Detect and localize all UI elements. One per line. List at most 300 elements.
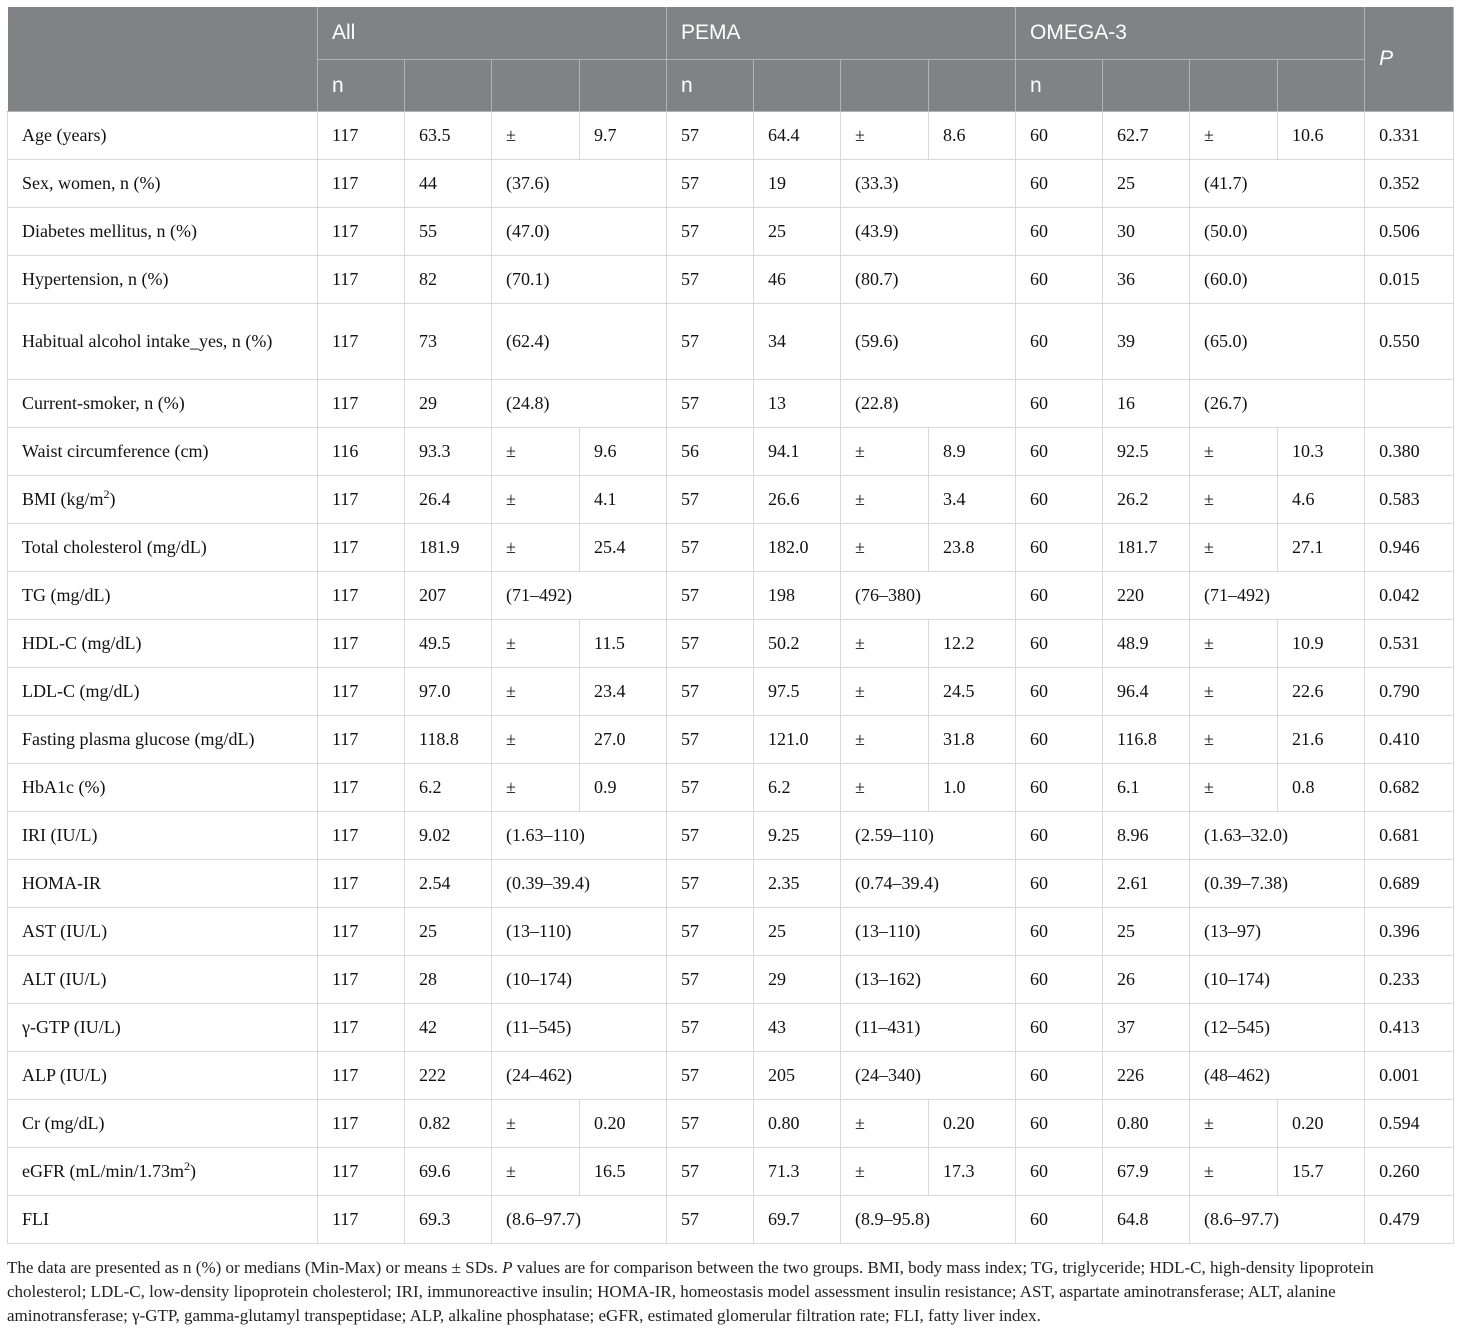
all-range-cell: (71–492) bbox=[492, 572, 667, 620]
omega-n-cell: 60 bbox=[1016, 572, 1103, 620]
pema-n-cell: 57 bbox=[667, 572, 754, 620]
pema-range-cell: (33.3) bbox=[841, 160, 1016, 208]
all-value-cell: 55 bbox=[405, 208, 492, 256]
omega-n-cell: 60 bbox=[1016, 620, 1103, 668]
pema-plusminus-cell: ± bbox=[841, 620, 929, 668]
all-plusminus-cell: ± bbox=[492, 716, 580, 764]
omega-value-cell: 116.8 bbox=[1103, 716, 1190, 764]
table-row bbox=[8, 428, 1454, 476]
pema-plusminus-cell: ± bbox=[841, 112, 929, 160]
pema-value-cell: 46 bbox=[754, 256, 841, 304]
all-n-cell: 117 bbox=[318, 668, 405, 716]
row-label-text: Fasting plasma glucose (mg/dL) bbox=[22, 729, 255, 750]
omega-value-cell: 30 bbox=[1103, 208, 1190, 256]
p-value-cell: 0.233 bbox=[1365, 956, 1454, 1004]
omega-value-cell: 8.96 bbox=[1103, 812, 1190, 860]
header-n-omega3: n bbox=[1016, 60, 1103, 112]
omega-range-cell: (41.7) bbox=[1190, 160, 1365, 208]
all-sd-cell: 23.4 bbox=[580, 668, 667, 716]
omega-sd-cell: 4.6 bbox=[1278, 476, 1365, 524]
pema-n-cell: 57 bbox=[667, 1148, 754, 1196]
row-label bbox=[8, 1148, 318, 1196]
row-label-superscript: 2 bbox=[184, 1159, 190, 1174]
all-value-cell: 42 bbox=[405, 1004, 492, 1052]
all-value-cell: 118.8 bbox=[405, 716, 492, 764]
pema-n-cell: 57 bbox=[667, 764, 754, 812]
header-n-all: n bbox=[318, 60, 405, 112]
all-sd-cell: 9.6 bbox=[580, 428, 667, 476]
pema-n-cell: 56 bbox=[667, 428, 754, 476]
omega-n-cell: 60 bbox=[1016, 908, 1103, 956]
table-row bbox=[8, 1100, 1454, 1148]
all-plusminus-cell: ± bbox=[492, 524, 580, 572]
row-label bbox=[8, 716, 318, 764]
omega-value-cell: 0.80 bbox=[1103, 1100, 1190, 1148]
pema-range-cell: (0.74–39.4) bbox=[841, 860, 1016, 908]
row-label-text: TG (mg/dL) bbox=[22, 585, 111, 606]
all-n-cell: 117 bbox=[318, 1100, 405, 1148]
row-label-text: Hypertension, n (%) bbox=[22, 269, 169, 290]
omega-range-cell: (65.0) bbox=[1190, 304, 1365, 380]
pema-n-cell: 57 bbox=[667, 208, 754, 256]
pema-range-cell: (8.9–95.8) bbox=[841, 1196, 1016, 1244]
pema-range-cell: (11–431) bbox=[841, 1004, 1016, 1052]
pema-range-cell: (13–162) bbox=[841, 956, 1016, 1004]
omega-plusminus-cell: ± bbox=[1190, 620, 1278, 668]
row-label bbox=[8, 1052, 318, 1100]
all-n-cell: 117 bbox=[318, 524, 405, 572]
all-value-cell: 28 bbox=[405, 956, 492, 1004]
pema-value-cell: 25 bbox=[754, 208, 841, 256]
row-label-suffix: ) bbox=[190, 1161, 196, 1182]
pema-plusminus-cell: ± bbox=[841, 476, 929, 524]
row-label bbox=[8, 476, 318, 524]
all-value-cell: 73 bbox=[405, 304, 492, 380]
row-label bbox=[8, 668, 318, 716]
omega-n-cell: 60 bbox=[1016, 160, 1103, 208]
all-range-cell: (70.1) bbox=[492, 256, 667, 304]
all-n-cell: 117 bbox=[318, 1004, 405, 1052]
omega-sd-cell: 21.6 bbox=[1278, 716, 1365, 764]
omega-range-cell: (0.39–7.38) bbox=[1190, 860, 1365, 908]
header-group-all: All bbox=[318, 7, 667, 60]
all-value-cell: 97.0 bbox=[405, 668, 492, 716]
pema-plusminus-cell: ± bbox=[841, 764, 929, 812]
pema-sd-cell: 31.8 bbox=[929, 716, 1016, 764]
pema-plusminus-cell: ± bbox=[841, 524, 929, 572]
pema-value-cell: 69.7 bbox=[754, 1196, 841, 1244]
row-label bbox=[8, 208, 318, 256]
table-row bbox=[8, 380, 1454, 428]
row-label bbox=[8, 620, 318, 668]
table-row bbox=[8, 668, 1454, 716]
pema-value-cell: 43 bbox=[754, 1004, 841, 1052]
all-n-cell: 117 bbox=[318, 1052, 405, 1100]
all-sd-cell: 9.7 bbox=[580, 112, 667, 160]
omega-sd-cell: 10.3 bbox=[1278, 428, 1365, 476]
omega-sd-cell: 10.6 bbox=[1278, 112, 1365, 160]
pema-value-cell: 121.0 bbox=[754, 716, 841, 764]
omega-n-cell: 60 bbox=[1016, 1004, 1103, 1052]
row-label-text: Cr (mg/dL) bbox=[22, 1113, 105, 1134]
all-n-cell: 117 bbox=[318, 908, 405, 956]
omega-n-cell: 60 bbox=[1016, 716, 1103, 764]
all-n-cell: 117 bbox=[318, 620, 405, 668]
row-label bbox=[8, 428, 318, 476]
p-value-cell: 0.790 bbox=[1365, 668, 1454, 716]
pema-value-cell: 9.25 bbox=[754, 812, 841, 860]
row-label bbox=[8, 256, 318, 304]
table-row bbox=[8, 1148, 1454, 1196]
row-label bbox=[8, 380, 318, 428]
p-value-cell: 0.682 bbox=[1365, 764, 1454, 812]
pema-value-cell: 50.2 bbox=[754, 620, 841, 668]
omega-n-cell: 60 bbox=[1016, 860, 1103, 908]
all-range-cell: (8.6–97.7) bbox=[492, 1196, 667, 1244]
p-value-cell: 0.042 bbox=[1365, 572, 1454, 620]
pema-n-cell: 57 bbox=[667, 524, 754, 572]
all-n-cell: 117 bbox=[318, 304, 405, 380]
header-group-pema: PEMA bbox=[667, 7, 1016, 60]
omega-range-cell: (8.6–97.7) bbox=[1190, 1196, 1365, 1244]
omega-range-cell: (60.0) bbox=[1190, 256, 1365, 304]
omega-plusminus-cell: ± bbox=[1190, 524, 1278, 572]
table-row bbox=[8, 764, 1454, 812]
omega-value-cell: 226 bbox=[1103, 1052, 1190, 1100]
row-label-text: FLI bbox=[22, 1209, 49, 1230]
omega-n-cell: 60 bbox=[1016, 428, 1103, 476]
omega-plusminus-cell: ± bbox=[1190, 1100, 1278, 1148]
pema-plusminus-cell: ± bbox=[841, 716, 929, 764]
row-label-text: AST (IU/L) bbox=[22, 921, 108, 942]
omega-plusminus-cell: ± bbox=[1190, 764, 1278, 812]
all-value-cell: 2.54 bbox=[405, 860, 492, 908]
pema-range-cell: (43.9) bbox=[841, 208, 1016, 256]
table-row bbox=[8, 812, 1454, 860]
all-n-cell: 116 bbox=[318, 428, 405, 476]
p-value-cell: 0.479 bbox=[1365, 1196, 1454, 1244]
all-n-cell: 117 bbox=[318, 1148, 405, 1196]
omega-plusminus-cell: ± bbox=[1190, 1148, 1278, 1196]
all-value-cell: 0.82 bbox=[405, 1100, 492, 1148]
all-n-cell: 117 bbox=[318, 860, 405, 908]
pema-value-cell: 13 bbox=[754, 380, 841, 428]
table-row bbox=[8, 476, 1454, 524]
table-row bbox=[8, 256, 1454, 304]
all-value-cell: 6.2 bbox=[405, 764, 492, 812]
omega-value-cell: 36 bbox=[1103, 256, 1190, 304]
pema-value-cell: 64.4 bbox=[754, 112, 841, 160]
all-plusminus-cell: ± bbox=[492, 1148, 580, 1196]
all-range-cell: (47.0) bbox=[492, 208, 667, 256]
pema-value-cell: 6.2 bbox=[754, 764, 841, 812]
all-sd-cell: 0.9 bbox=[580, 764, 667, 812]
pema-n-cell: 57 bbox=[667, 956, 754, 1004]
p-value-cell: 0.689 bbox=[1365, 860, 1454, 908]
all-plusminus-cell: ± bbox=[492, 476, 580, 524]
p-value-cell: 0.594 bbox=[1365, 1100, 1454, 1148]
pema-sd-cell: 3.4 bbox=[929, 476, 1016, 524]
p-value-cell: 0.413 bbox=[1365, 1004, 1454, 1052]
row-label-text: Age (years) bbox=[22, 125, 107, 146]
all-range-cell: (0.39–39.4) bbox=[492, 860, 667, 908]
all-n-cell: 117 bbox=[318, 764, 405, 812]
pema-value-cell: 94.1 bbox=[754, 428, 841, 476]
all-value-cell: 63.5 bbox=[405, 112, 492, 160]
table-body bbox=[8, 112, 1454, 1244]
pema-sd-cell: 24.5 bbox=[929, 668, 1016, 716]
all-range-cell: (24.8) bbox=[492, 380, 667, 428]
row-label-text: ALT (IU/L) bbox=[22, 969, 107, 990]
pema-value-cell: 198 bbox=[754, 572, 841, 620]
all-value-cell: 9.02 bbox=[405, 812, 492, 860]
all-plusminus-cell: ± bbox=[492, 428, 580, 476]
table-header bbox=[8, 7, 1454, 112]
all-plusminus-cell: ± bbox=[492, 620, 580, 668]
omega-value-cell: 25 bbox=[1103, 908, 1190, 956]
pema-plusminus-cell: ± bbox=[841, 1148, 929, 1196]
pema-value-cell: 205 bbox=[754, 1052, 841, 1100]
table-row bbox=[8, 716, 1454, 764]
table-row bbox=[8, 572, 1454, 620]
footnote-p-italic: P bbox=[502, 1258, 513, 1277]
pema-value-cell: 34 bbox=[754, 304, 841, 380]
table-row bbox=[8, 524, 1454, 572]
pema-range-cell: (13–110) bbox=[841, 908, 1016, 956]
omega-value-cell: 26 bbox=[1103, 956, 1190, 1004]
table-row bbox=[8, 1004, 1454, 1052]
pema-n-cell: 57 bbox=[667, 1004, 754, 1052]
row-label bbox=[8, 956, 318, 1004]
all-range-cell: (11–545) bbox=[492, 1004, 667, 1052]
pema-value-cell: 2.35 bbox=[754, 860, 841, 908]
all-value-cell: 93.3 bbox=[405, 428, 492, 476]
row-label-suffix: ) bbox=[109, 489, 116, 510]
row-label-text: Diabetes mellitus, n (%) bbox=[22, 221, 197, 242]
omega-n-cell: 60 bbox=[1016, 1100, 1103, 1148]
header-group-omega3: OMEGA-3 bbox=[1016, 7, 1365, 60]
table-row bbox=[8, 304, 1454, 380]
row-label bbox=[8, 304, 318, 380]
omega-n-cell: 60 bbox=[1016, 812, 1103, 860]
all-sd-cell: 0.20 bbox=[580, 1100, 667, 1148]
all-value-cell: 207 bbox=[405, 572, 492, 620]
all-range-cell: (10–174) bbox=[492, 956, 667, 1004]
pema-n-cell: 57 bbox=[667, 256, 754, 304]
omega-n-cell: 60 bbox=[1016, 1052, 1103, 1100]
all-n-cell: 117 bbox=[318, 160, 405, 208]
pema-range-cell: (22.8) bbox=[841, 380, 1016, 428]
row-label-superscript: 2 bbox=[103, 487, 110, 502]
pema-sd-cell: 8.6 bbox=[929, 112, 1016, 160]
all-sd-cell: 25.4 bbox=[580, 524, 667, 572]
p-value-cell: 0.946 bbox=[1365, 524, 1454, 572]
footnote-text-2: values are for comparison between the two groups. BMI, body mass index; TG, triglyceride; HDL-C, high-density lipoprotein cholesterol; LDL-C, low-density lipoprotein cholesterol; IRI, immunoreactive insulin; HOMA-IR, homeostasis model assessment insulin resistance; AST, aspartate aminotransferase; ALT, alanine aminotransferase; γ-GTP, gamma-glutamyl transpeptidase; ALP, alkaline phosphatase; eGFR, estimated glomerular filtration rate; FLI, fatty liver index. bbox=[7, 1258, 1374, 1325]
all-value-cell: 25 bbox=[405, 908, 492, 956]
p-value-cell: 0.380 bbox=[1365, 428, 1454, 476]
p-value-cell: 0.260 bbox=[1365, 1148, 1454, 1196]
row-label-text: HbA1c (%) bbox=[22, 777, 106, 798]
pema-value-cell: 0.80 bbox=[754, 1100, 841, 1148]
omega-n-cell: 60 bbox=[1016, 1196, 1103, 1244]
row-label bbox=[8, 112, 318, 160]
all-value-cell: 69.6 bbox=[405, 1148, 492, 1196]
p-value-cell: 0.506 bbox=[1365, 208, 1454, 256]
omega-value-cell: 2.61 bbox=[1103, 860, 1190, 908]
omega-value-cell: 39 bbox=[1103, 304, 1190, 380]
all-value-cell: 181.9 bbox=[405, 524, 492, 572]
pema-n-cell: 57 bbox=[667, 112, 754, 160]
omega-value-cell: 6.1 bbox=[1103, 764, 1190, 812]
omega-value-cell: 67.9 bbox=[1103, 1148, 1190, 1196]
omega-plusminus-cell: ± bbox=[1190, 716, 1278, 764]
omega-n-cell: 60 bbox=[1016, 476, 1103, 524]
table-row bbox=[8, 1196, 1454, 1244]
all-n-cell: 117 bbox=[318, 812, 405, 860]
omega-value-cell: 62.7 bbox=[1103, 112, 1190, 160]
row-label-text: IRI (IU/L) bbox=[22, 825, 98, 846]
pema-n-cell: 57 bbox=[667, 160, 754, 208]
row-label-text: eGFR (mL/min/1.73m bbox=[22, 1161, 184, 1182]
row-label-text: γ-GTP (IU/L) bbox=[22, 1017, 121, 1038]
header-p-value: P bbox=[1365, 7, 1454, 112]
omega-range-cell: (50.0) bbox=[1190, 208, 1365, 256]
omega-n-cell: 60 bbox=[1016, 304, 1103, 380]
omega-n-cell: 60 bbox=[1016, 668, 1103, 716]
row-label-text: Waist circumference (cm) bbox=[22, 441, 209, 462]
omega-n-cell: 60 bbox=[1016, 1148, 1103, 1196]
omega-value-cell: 181.7 bbox=[1103, 524, 1190, 572]
omega-plusminus-cell: ± bbox=[1190, 668, 1278, 716]
omega-range-cell: (71–492) bbox=[1190, 572, 1365, 620]
table-row bbox=[8, 208, 1454, 256]
row-label bbox=[8, 1004, 318, 1052]
pema-value-cell: 25 bbox=[754, 908, 841, 956]
omega-plusminus-cell: ± bbox=[1190, 476, 1278, 524]
p-value-cell: 0.410 bbox=[1365, 716, 1454, 764]
omega-sd-cell: 10.9 bbox=[1278, 620, 1365, 668]
pema-sd-cell: 12.2 bbox=[929, 620, 1016, 668]
row-label bbox=[8, 524, 318, 572]
row-label-text: BMI (kg/m bbox=[22, 489, 104, 510]
pema-range-cell: (59.6) bbox=[841, 304, 1016, 380]
omega-range-cell: (48–462) bbox=[1190, 1052, 1365, 1100]
pema-n-cell: 57 bbox=[667, 304, 754, 380]
omega-value-cell: 26.2 bbox=[1103, 476, 1190, 524]
all-range-cell: (1.63–110) bbox=[492, 812, 667, 860]
omega-sd-cell: 22.6 bbox=[1278, 668, 1365, 716]
baseline-characteristics-table bbox=[7, 7, 1454, 1244]
header-variable bbox=[8, 7, 318, 112]
pema-plusminus-cell: ± bbox=[841, 668, 929, 716]
all-n-cell: 117 bbox=[318, 256, 405, 304]
all-plusminus-cell: ± bbox=[492, 668, 580, 716]
pema-value-cell: 29 bbox=[754, 956, 841, 1004]
table-footnote bbox=[7, 1256, 1453, 1328]
p-value-cell bbox=[1365, 380, 1454, 428]
all-range-cell: (62.4) bbox=[492, 304, 667, 380]
pema-value-cell: 97.5 bbox=[754, 668, 841, 716]
pema-plusminus-cell: ± bbox=[841, 428, 929, 476]
row-label-text: ALP (IU/L) bbox=[22, 1065, 107, 1086]
all-n-cell: 117 bbox=[318, 112, 405, 160]
all-n-cell: 117 bbox=[318, 1196, 405, 1244]
pema-n-cell: 57 bbox=[667, 716, 754, 764]
row-label-text: Sex, women, n (%) bbox=[22, 173, 161, 194]
p-value-cell: 0.015 bbox=[1365, 256, 1454, 304]
row-label bbox=[8, 1196, 318, 1244]
omega-range-cell: (13–97) bbox=[1190, 908, 1365, 956]
omega-n-cell: 60 bbox=[1016, 764, 1103, 812]
all-n-cell: 117 bbox=[318, 208, 405, 256]
pema-n-cell: 57 bbox=[667, 860, 754, 908]
omega-n-cell: 60 bbox=[1016, 380, 1103, 428]
row-label-text: HDL-C (mg/dL) bbox=[22, 633, 142, 654]
all-n-cell: 117 bbox=[318, 956, 405, 1004]
omega-sd-cell: 15.7 bbox=[1278, 1148, 1365, 1196]
pema-value-cell: 182.0 bbox=[754, 524, 841, 572]
row-label-text: Current-smoker, n (%) bbox=[22, 393, 185, 414]
p-value-cell: 0.681 bbox=[1365, 812, 1454, 860]
omega-sd-cell: 27.1 bbox=[1278, 524, 1365, 572]
table-row bbox=[8, 112, 1454, 160]
all-plusminus-cell: ± bbox=[492, 764, 580, 812]
table-row bbox=[8, 1052, 1454, 1100]
omega-value-cell: 16 bbox=[1103, 380, 1190, 428]
omega-value-cell: 25 bbox=[1103, 160, 1190, 208]
all-value-cell: 222 bbox=[405, 1052, 492, 1100]
p-value-cell: 0.001 bbox=[1365, 1052, 1454, 1100]
pema-n-cell: 57 bbox=[667, 1052, 754, 1100]
row-label bbox=[8, 1100, 318, 1148]
table-row bbox=[8, 908, 1454, 956]
all-sd-cell: 11.5 bbox=[580, 620, 667, 668]
pema-n-cell: 57 bbox=[667, 1196, 754, 1244]
pema-n-cell: 57 bbox=[667, 380, 754, 428]
p-value-cell: 0.550 bbox=[1365, 304, 1454, 380]
all-value-cell: 49.5 bbox=[405, 620, 492, 668]
all-plusminus-cell: ± bbox=[492, 1100, 580, 1148]
pema-n-cell: 57 bbox=[667, 1100, 754, 1148]
omega-value-cell: 64.8 bbox=[1103, 1196, 1190, 1244]
omega-value-cell: 92.5 bbox=[1103, 428, 1190, 476]
all-value-cell: 26.4 bbox=[405, 476, 492, 524]
pema-value-cell: 19 bbox=[754, 160, 841, 208]
pema-n-cell: 57 bbox=[667, 476, 754, 524]
all-n-cell: 117 bbox=[318, 572, 405, 620]
all-value-cell: 69.3 bbox=[405, 1196, 492, 1244]
table-row bbox=[8, 860, 1454, 908]
omega-value-cell: 220 bbox=[1103, 572, 1190, 620]
omega-range-cell: (12–545) bbox=[1190, 1004, 1365, 1052]
all-n-cell: 117 bbox=[318, 716, 405, 764]
row-label bbox=[8, 860, 318, 908]
omega-range-cell: (1.63–32.0) bbox=[1190, 812, 1365, 860]
pema-range-cell: (76–380) bbox=[841, 572, 1016, 620]
row-label bbox=[8, 764, 318, 812]
omega-plusminus-cell: ± bbox=[1190, 112, 1278, 160]
pema-plusminus-cell: ± bbox=[841, 1100, 929, 1148]
pema-sd-cell: 8.9 bbox=[929, 428, 1016, 476]
all-plusminus-cell: ± bbox=[492, 112, 580, 160]
all-sd-cell: 27.0 bbox=[580, 716, 667, 764]
omega-range-cell: (10–174) bbox=[1190, 956, 1365, 1004]
omega-plusminus-cell: ± bbox=[1190, 428, 1278, 476]
row-label-text: Total cholesterol (mg/dL) bbox=[22, 537, 207, 558]
omega-value-cell: 37 bbox=[1103, 1004, 1190, 1052]
omega-value-cell: 48.9 bbox=[1103, 620, 1190, 668]
all-value-cell: 82 bbox=[405, 256, 492, 304]
